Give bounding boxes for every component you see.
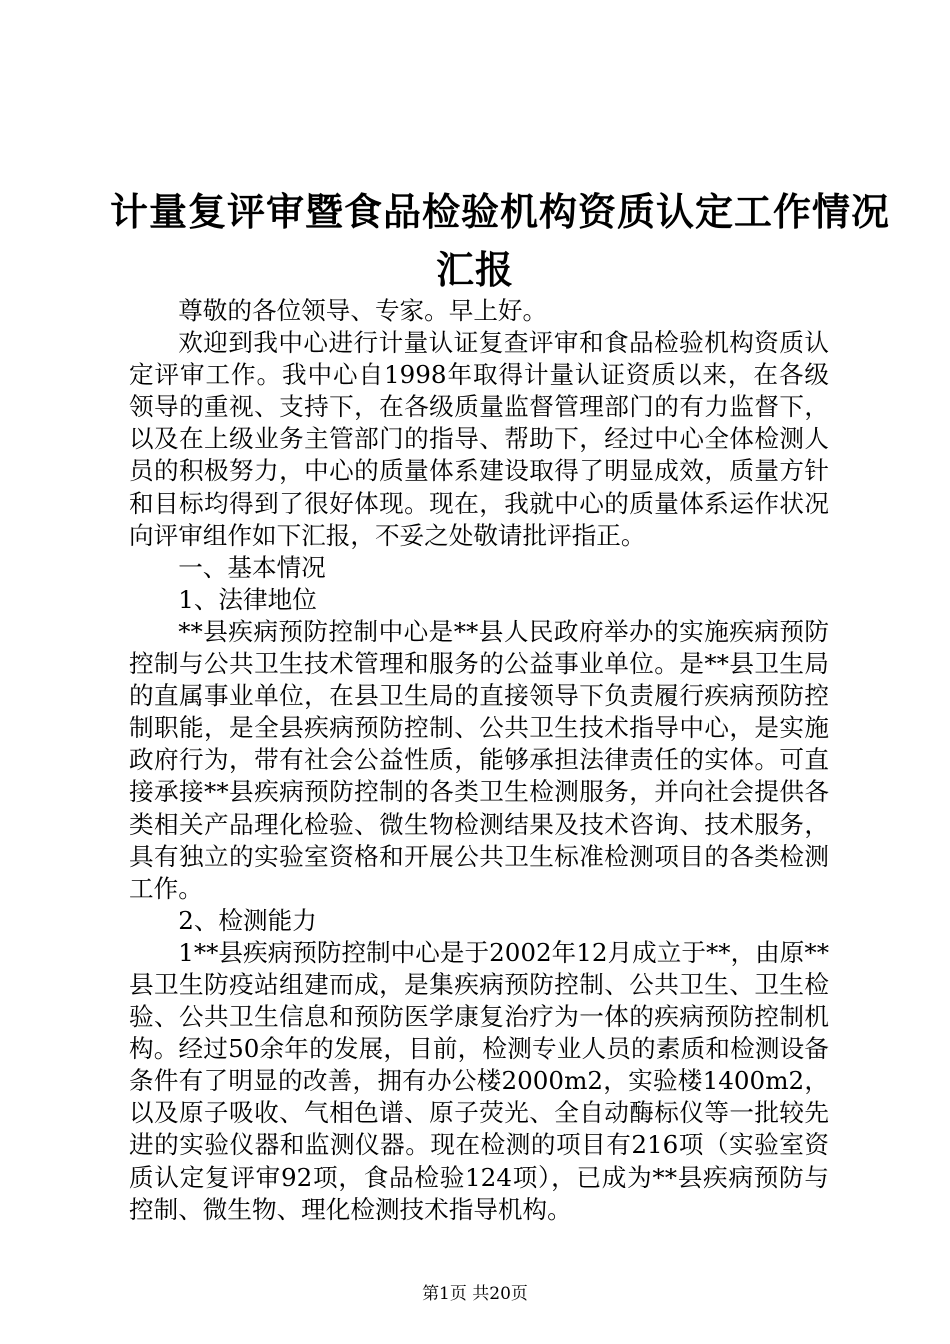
intro-paragraph: 欢迎到我中心进行计量认证复查评审和食品检验机构资质认定评审工作。我中心自1998年取得计量认证资质以来，在各级领导的重视、支持下，在各级质量监督管理部门的有力监督下，以及在上级业务主管部门的指导、帮助下，经过中心全体检测人员的积极努力，中心的质量体系建设取得了明显成效，质量方针和目标均得到了很好体现。现在，我就中心的质量体系运作状况向评审组作如下汇报，不妥之处敬请批评指正。 xyxy=(129,328,829,550)
capability-paragraph: 1**县疾病预防控制中心是于2002年12月成立于**，由原**县卫生防疫站组建而成，是集疾病预防控制、公共卫生、卫生检验、公共卫生信息和预防医学康复治疗为一体的疾病预防控制机构。经过50余年的发展，目前，检测专业人员的素质和检测设备条件有了明显的改善，拥有办公楼2000m2，实验楼1400m2，以及原子吸收、气相色谱、原子荧光、全自动酶标仪等一批较先进的实验仪器和监测仪器。现在检测的项目有216项（实验室资质认定复评审92项，食品检验124项），已成为**县疾病预防与控制、微生物、理化检测技术指导机构。 xyxy=(129,937,829,1224)
document-title-line-1: 计量复评审暨食品检验机构资质认定工作情况 xyxy=(110,190,891,234)
legal-status-paragraph: **县疾病预防控制中心是**县人民政府举办的实施疾病预防控制与公共卫生技术管理和服务的公益事业单位。是**县卫生局的直属事业单位，在县卫生局的直接领导下负责履行疾病预防控制职能，是全县疾病预防控制、公共卫生技术指导中心，是实施政府行为，带有社会公益性质，能够承担法律责任的实体。可直接承接**县疾病预防控制的各类卫生检测服务，并向社会提供各类相关产品理化检验、微生物检测结果及技术咨询、技术服务，具有独立的实验室资格和开展公共卫生标准检测项目的各类检测工作。 xyxy=(129,616,829,903)
page-number-footer: 第1页 共20页 xyxy=(422,1284,528,1304)
subsection-heading: 1、法律地位 xyxy=(178,584,317,614)
greeting-paragraph: 尊敬的各位领导、专家。早上好。 xyxy=(178,296,548,325)
section-heading: 一、基本情况 xyxy=(178,552,326,582)
subsection-heading: 2、检测能力 xyxy=(178,905,317,935)
document-body xyxy=(129,295,829,1226)
document-title-line-2: 汇报 xyxy=(435,248,514,292)
